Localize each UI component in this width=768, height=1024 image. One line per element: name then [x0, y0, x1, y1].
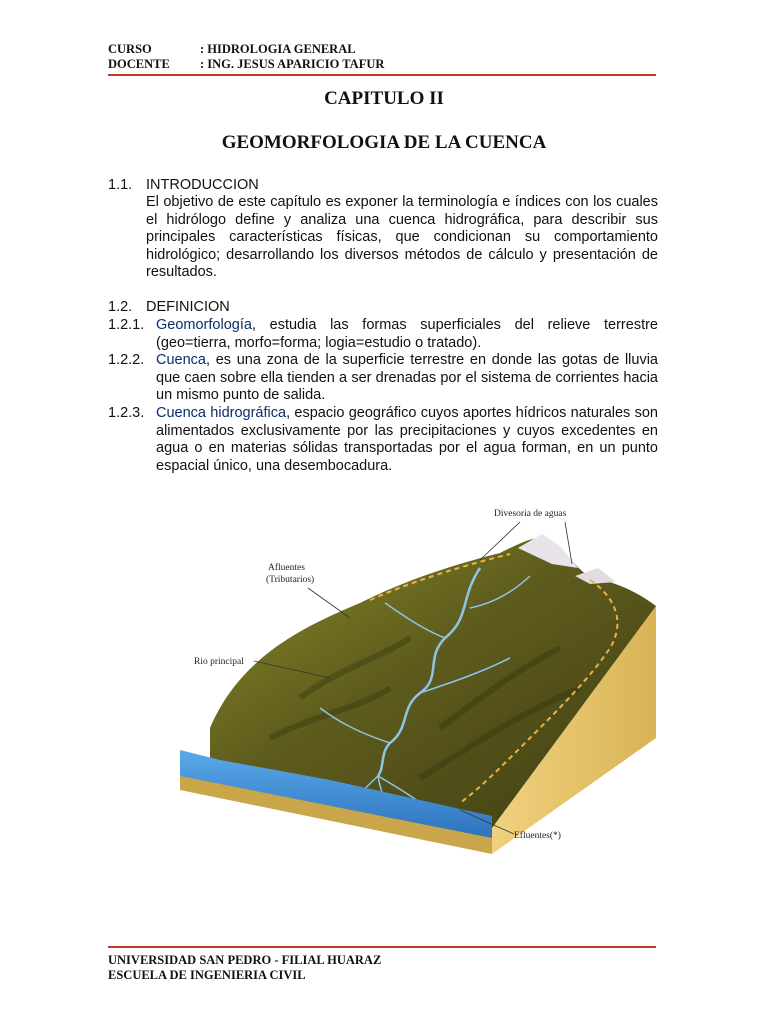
course-key: CURSO: [108, 42, 152, 56]
def-1-text: , estudia las formas superficiales del relieve terrestre (geo=tierra, morfo=forma; logia=estudio o tratado).: [156, 317, 658, 351]
watershed-illustration: [180, 498, 660, 860]
def-3-term: Cuenca hidrográfica: [156, 405, 287, 421]
footer-school: ESCUELA DE INGENIERIA CIVIL: [108, 968, 306, 982]
document-header: [108, 42, 384, 72]
section-def-number: 1.2.: [108, 299, 133, 315]
footer-rule: [108, 946, 656, 948]
def-1-term: Geomorfología: [156, 317, 252, 333]
def-1-number: 1.2.1.: [108, 317, 145, 333]
def-2-paragraph: [156, 352, 658, 405]
chapter-heading: CAPITULO II: [324, 88, 444, 109]
section-def-title: DEFINICION: [146, 299, 230, 315]
document-footer: [108, 953, 381, 983]
leader-tributaries: [308, 588, 350, 618]
chapter-title: GEOMORFOLOGIA DE LA CUENCA: [221, 132, 547, 153]
label-tributaries-sub: (Tributarios): [266, 575, 315, 585]
def-3-number: 1.2.3.: [108, 405, 145, 421]
def-2-term: Cuenca: [156, 352, 206, 368]
label-divide: Divesoria de aguas: [494, 509, 567, 519]
label-tributaries: Afluentes: [268, 563, 305, 573]
section-intro-paragraph: El objetivo de este capítulo es exponer la terminología e índices con los cuales el hidrólogo define y analiza una cuenca hidrográfica, para describir sus principales características físicas, que condicionan su comportamiento hidrológico; desarrollando los diversos métodos de cálculo y presentación de resultados.: [146, 194, 658, 280]
teacher-value: : ING. JESUS APARICIO TAFUR: [200, 57, 385, 71]
def-1-paragraph: [156, 317, 658, 352]
label-main-river: Rio principal: [194, 657, 244, 667]
def-3-text: , espacio geográfico cuyos aportes hídricos naturales son alimentados exclusivamente por las precipitaciones y cuyos excedentes en agua o en materias sólidas transportadas por el agua forman, en un punto espacial único, una desembocadura.: [156, 405, 658, 474]
footer-university: UNIVERSIDAD SAN PEDRO - FILIAL HUARAZ: [108, 953, 382, 967]
teacher-key: DOCENTE: [108, 57, 170, 71]
section-intro-title: INTRODUCCION: [146, 177, 259, 193]
header-rule: [108, 74, 656, 76]
def-2-text: , es una zona de la superficie terrestre en donde las gotas de lluvia que caen sobre ella tienden a ser drenadas por el sistema de corrientes hacia un mismo punto de salida.: [156, 352, 658, 403]
def-2-number: 1.2.2.: [108, 352, 145, 368]
course-value: : HIDROLOGIA GENERAL: [200, 42, 356, 56]
def-3-paragraph: [156, 405, 658, 475]
section-intro-number: 1.1.: [108, 177, 133, 193]
label-effluents: Efluentes(*): [514, 831, 561, 841]
